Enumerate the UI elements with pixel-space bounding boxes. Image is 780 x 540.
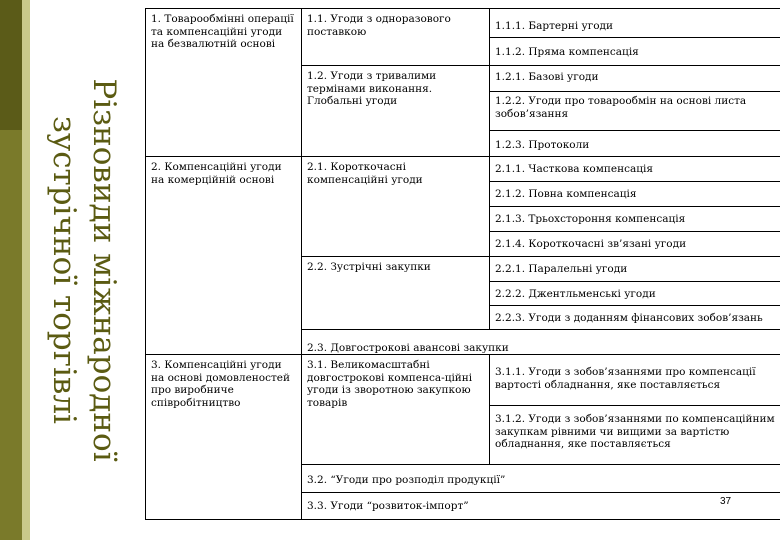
subgroup-3-3-cell: 3.3. Угоди “розвиток-імпорт”: [301, 492, 780, 520]
subgroup-2-3-cell: 2.3. Довгострокові авансові закупки: [301, 329, 780, 354]
item-1-2-3-cell: 1.2.3. Протоколи: [489, 130, 780, 156]
subgroup-1-1-cell: 1.1. Угоди з одноразового поставкою: [301, 8, 489, 65]
item-2-2-2-cell: 2.2.2. Джентльменські угоди: [489, 281, 780, 305]
subgroup-2-1-cell: 2.1. Короткочасні компенсаційні угоди: [301, 156, 489, 256]
group-3-cell: 3. Компенсаційні угоди на основі домовленостей про виробниче співробітництво: [145, 354, 301, 520]
item-2-1-1-cell: 2.1.1. Часткова компенсація: [489, 156, 780, 181]
subgroup-3-1-cell: 3.1. Великомасштабні довгострокові компенса-ційні угоди із зворотною закупкою товарів: [301, 354, 489, 464]
slide-title: Різновиди міжнародної зустрічної торгівлі: [46, 78, 122, 462]
left-accent-top-block: [0, 0, 22, 130]
item-3-1-1-cell: 3.1.1. Угоди з зобов’язаннями про компенсації вартості обладнання, яке поставляється: [489, 354, 780, 405]
classification-table: [145, 8, 780, 520]
group-1-cell: 1. Товарообмінні операції та компенсаційні угоди на безвалютній основі: [145, 8, 301, 156]
group-2-cell: 2. Компенсаційні угоди на комерційній основі: [145, 156, 301, 354]
item-1-1-1-cell: 1.1.1. Бартерні угоди: [489, 8, 780, 37]
page-number: 37: [720, 496, 732, 507]
item-2-1-2-cell: 2.1.2. Повна компенсація: [489, 181, 780, 206]
left-accent-stripe: [22, 0, 30, 540]
subgroup-3-2-cell: 3.2. “Угоди про розподіл продукції”: [301, 464, 780, 492]
item-3-1-2-cell: 3.1.2. Угоди з зобов’язаннями по компенсаційним закупкам рівними чи вищими за вартістю обладнання, яке поставляється: [489, 405, 780, 464]
subgroup-1-2-cell: 1.2. Угоди з тривалими термінами виконання. Глобальні угоди: [301, 65, 489, 156]
item-1-1-2-cell: 1.1.2. Пряма компенсація: [489, 37, 780, 65]
item-2-2-3-cell: 2.2.3. Угоди з доданням фінансових зобов’язань: [489, 305, 780, 329]
item-2-1-3-cell: 2.1.3. Трьохстороння компенсація: [489, 206, 780, 231]
item-1-2-1-cell: 1.2.1. Базові угоди: [489, 65, 780, 91]
item-2-2-1-cell: 2.2.1. Паралельні угоди: [489, 256, 780, 281]
item-2-1-4-cell: 2.1.4. Короткочасні зв’язані угоди: [489, 231, 780, 256]
item-1-2-2-cell: 1.2.2. Угоди про товарообмін на основі листа зобов’язання: [489, 91, 780, 130]
slide-title-area: [30, 10, 138, 530]
subgroup-2-2-cell: 2.2. Зустрічні закупки: [301, 256, 489, 329]
